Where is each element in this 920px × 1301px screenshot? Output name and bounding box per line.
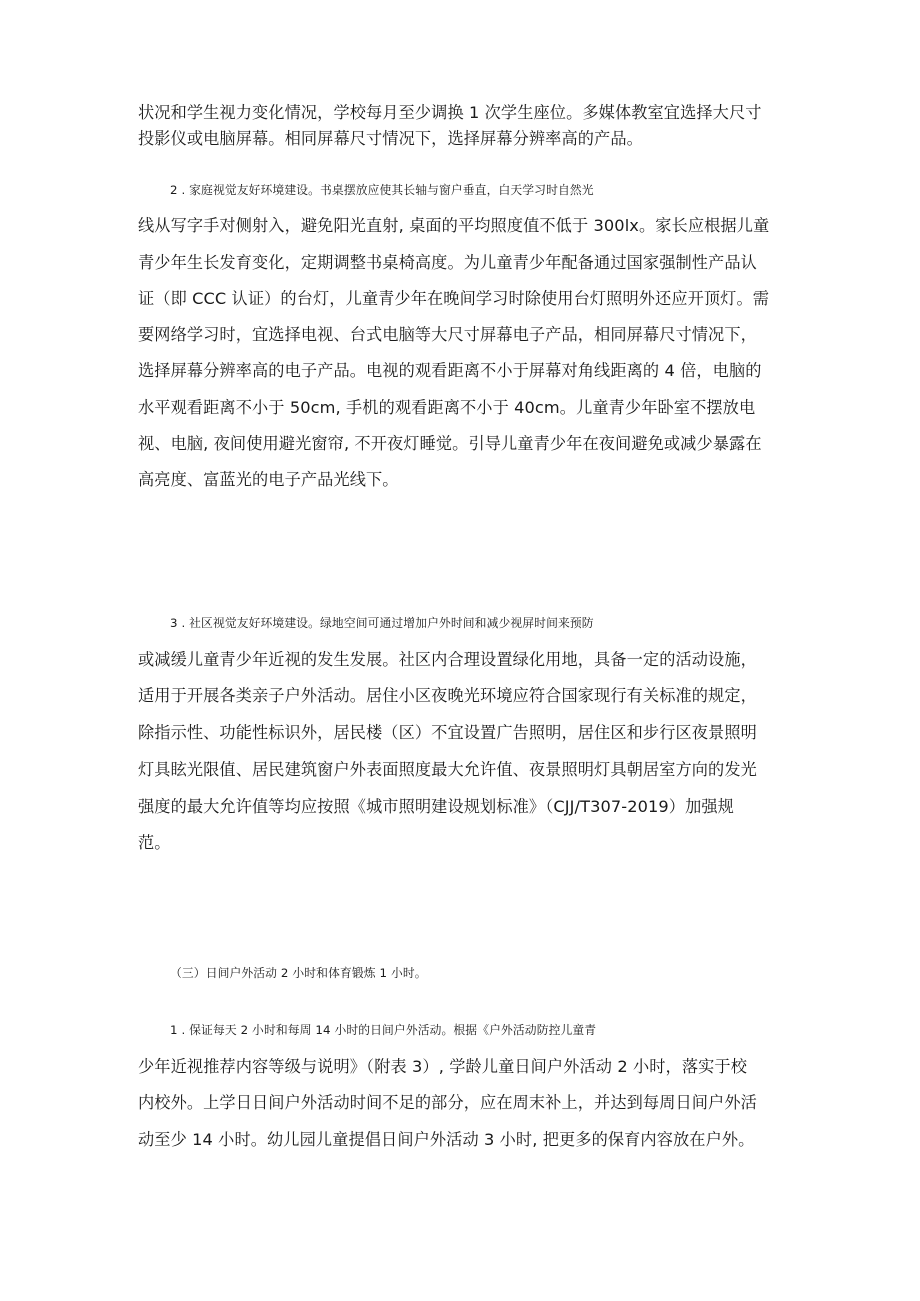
text-line: 3 . 社区视觉友好环境建设。绿地空间可通过增加户外时间和减少视屏时间来预防: [170, 616, 594, 630]
text-line: 线从写字手对侧射入，避免阳光直射, 桌面的平均照度值不低于 300lx。家长应根据儿童: [138, 216, 770, 236]
text-line: 强度的最大允许值等均应按照《城市照明建设规划标准》（CJJ/T307-2019）加强规: [138, 796, 734, 816]
paragraph-outdoor-activity: [138, 1012, 788, 1158]
text-line: 青少年生长发育变化，定期调整书桌椅高度。为儿童青少年配备通过国家强制性产品认: [138, 252, 757, 272]
text-line: 视、电脑, 夜间使用避光窗帘, 不开夜灯睡觉。引导儿童青少年在夜间避免或减少暴露在: [138, 434, 762, 454]
text-line: 2 . 家庭视觉友好环境建设。书桌摆放应使其长轴与窗户垂直，白天学习时自然光: [170, 183, 594, 197]
text-line: 选择屏幕分辨率高的电子产品。电视的观看距离不小于屏幕对角线距离的 4 倍，电脑的: [138, 361, 762, 381]
text-line: 投影仪或电脑屏幕。相同屏幕尺寸情况下，选择屏幕分辨率高的产品。: [138, 129, 643, 148]
section-heading-text: （三）日间户外活动 2 小时和体育锻炼 1 小时。: [170, 966, 427, 980]
text-line: 少年近视推荐内容等级与说明》（附表 3）, 学龄儿童日间户外活动 2 小时，落实于校: [138, 1056, 747, 1076]
text-line: 适用于开展各类亲子户外活动。居住小区夜晚光环境应符合国家现行有关标准的规定，: [138, 686, 757, 706]
text-line: 灯具眩光限值、居民建筑窗户外表面照度最大允许值、夜景照明灯具朝居室方向的发光: [138, 759, 757, 779]
text-line: 内校外。上学日日间户外活动时间不足的部分，应在周末补上，并达到每周日间户外活: [138, 1093, 757, 1112]
text-line: 动至少 14 小时。幼儿园儿童提倡日间户外活动 3 小时, 把更多的保育内容放在户外。: [138, 1129, 755, 1149]
text-line: 1 . 保证每天 2 小时和每周 14 小时的日间户外活动。根据《户外活动防控儿童青: [170, 1023, 597, 1037]
text-line: 除指示性、功能性标识外，居民楼（区）不宜设置广告照明，居住区和步行区夜景照明: [138, 723, 757, 743]
text-line: 证（即 CCC 认证）的台灯，儿童青少年在晚间学习时除使用台灯照明外还应开顶灯。需: [138, 288, 770, 308]
text-line: 范。: [138, 833, 171, 853]
text-line: 状况和学生视力变化情况，学校每月至少调换 1 次学生座位。多媒体教室宜选择大尺寸: [138, 103, 762, 122]
text-line: 或减缓儿童青少年近视的发生发展。社区内合理设置绿化用地，具备一定的活动设施，: [138, 649, 757, 669]
paragraph-classroom-continued: [138, 100, 788, 152]
text-line: 水平观看距离不小于 50cm, 手机的观看距离不小于 40cm。儿童青少年卧室不摆放电: [138, 397, 756, 417]
text-line: 要网络学习时，宜选择电视、台式电脑等大尺寸屏幕电子产品，相同屏幕尺寸情况下，: [138, 325, 757, 345]
paragraph-community-environment: [138, 605, 788, 862]
paragraph-home-environment: [138, 172, 788, 499]
text-line: 高亮度、富蓝光的电子产品光线下。: [138, 470, 399, 490]
section-heading: [138, 955, 788, 991]
